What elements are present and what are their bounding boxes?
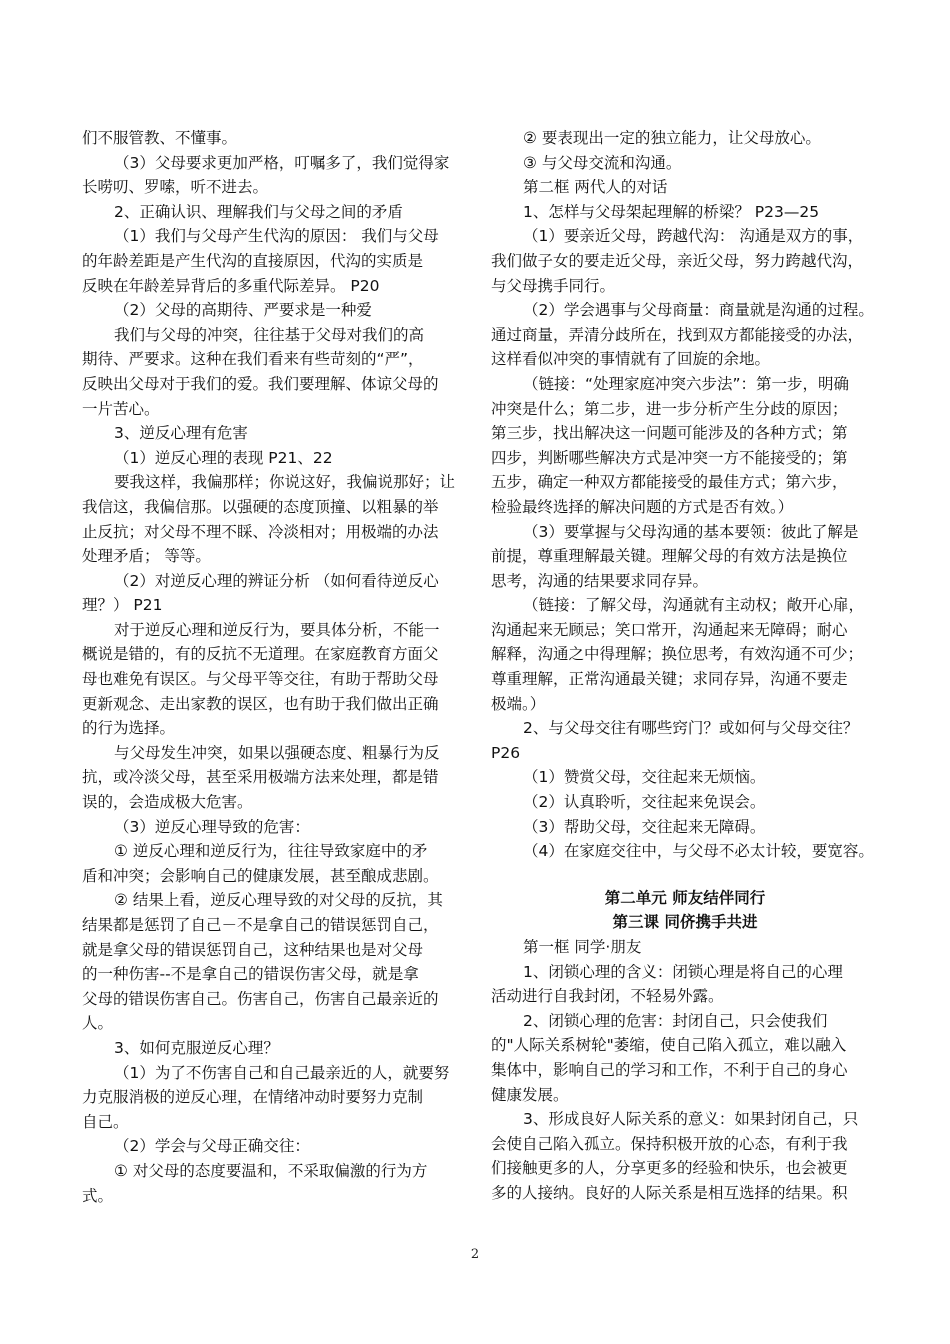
- text-line: （3）父母要求更加严格，叮嘱多了，我们觉得家: [114, 153, 450, 172]
- text-line: 前提，尊重理解最关键。理解父母的有效方法是换位: [491, 547, 848, 566]
- text-line: 第一框 同学·朋友: [523, 938, 642, 956]
- text-line: 四步，判断哪些解决方式是冲突一方不能接受的；第: [491, 448, 848, 467]
- text-line: 会使自己陷入孤立。保持积极开放的心态，有利于我: [491, 1134, 848, 1153]
- text-line: （1）我们与父母产生代沟的原因： 我们与父母: [114, 227, 439, 246]
- text-line: 们不服管教、不懂事。: [82, 129, 238, 147]
- text-line: 母也难免有误区。与父母平等交往，有助于帮助父母: [82, 670, 439, 689]
- text-line: 们接触更多的人，分享更多的经验和快乐，也会被更: [491, 1159, 848, 1178]
- text-line: 的"人际关系树轮"萎缩，使自己陷入孤立，难以融入: [491, 1036, 847, 1055]
- unit-heading: 第二单元 师友结伴同行: [604, 888, 766, 907]
- text-line: 的行为选择。: [82, 719, 176, 738]
- text-line: ② 结果上看，逆反心理导致的对父母的反抗，其: [114, 891, 443, 910]
- text-line: 力克服消极的逆反心理，在情绪冲动时要努力克制: [82, 1088, 424, 1107]
- text-line: （4）在家庭交往中，与父母不必太计较，要宽容。: [523, 842, 874, 861]
- text-line: 的年龄差距是产生代沟的直接原因，代沟的实质是: [82, 251, 424, 270]
- text-line: 的一种伤害--不是拿自己的错误伤害父母，就是拿: [82, 965, 419, 984]
- text-line: 我们与父母的冲突，往往基于父母对我们的高: [114, 325, 425, 344]
- text-line: （3）帮助父母，交往起来无障碍。: [523, 817, 766, 836]
- text-line: 沟通起来无顾忌；笑口常开，沟通起来无障碍；耐心: [491, 620, 848, 639]
- text-line: 活动进行自我封闭，不轻易外露。: [491, 987, 724, 1006]
- left-column: [82, 126, 466, 1208]
- text-line: 极端。）: [491, 694, 546, 713]
- text-line: ③ 与父母交流和沟通。: [523, 153, 682, 172]
- text-line: 2、与父母交往有哪些窍门？或如何与父母交往？: [523, 719, 859, 738]
- text-line: 要我这样，我偏那样；你说这好，我偏说那好；让: [114, 473, 456, 492]
- text-line: （1）为了不伤害自己和自己最亲近的人，就要努: [114, 1063, 450, 1082]
- text-line: （2）父母的高期待、严要求是一种爱: [114, 301, 372, 320]
- text-line: ① 逆反心理和逆反行为，往往导致家庭中的矛: [114, 842, 428, 861]
- text-line: 第二框 两代人的对话: [523, 178, 668, 197]
- text-line: 集体中，影响自己的学习和工作，不利于自己的身心: [491, 1060, 848, 1079]
- text-line: 2、闭锁心理的危害：封闭自己，只会使我们: [523, 1011, 828, 1030]
- text-line: （1）赞赏父母，交往起来无烦恼。: [523, 768, 766, 787]
- text-line: 健康发展。: [491, 1085, 569, 1104]
- text-line: 2、正确认识、理解我们与父母之间的矛盾: [114, 202, 403, 221]
- text-line: 误的，会造成极大危害。: [82, 793, 253, 812]
- text-line: （3）要掌握与父母沟通的基本要领：彼此了解是: [523, 522, 859, 541]
- text-line: 长唠叨、罗嗦，听不进去。: [82, 178, 269, 197]
- text-line: 1、怎样与父母架起理解的桥梁？ P23—25: [523, 202, 820, 221]
- text-line: 父母的错误伤害自己。伤害自己，伤害自己最亲近的: [82, 989, 439, 1008]
- text-line: 1、闭锁心理的含义：闭锁心理是将自己的心理: [523, 962, 843, 981]
- text-line: 这样看似冲突的事情就有了回旋的余地。: [491, 350, 771, 369]
- text-line: （1）要亲近父母，跨越代沟： 沟通是双方的事，: [523, 227, 864, 246]
- text-line: 式。: [82, 1186, 114, 1205]
- text-line: ① 对父母的态度要温和，不采取偏激的行为方: [114, 1161, 428, 1180]
- text-line: 结果都是惩罚了自己－不是拿自己的错误惩罚自己，: [82, 916, 439, 934]
- right-column: [491, 126, 879, 1206]
- text-line: 就是拿父母的错误惩罚自己，这种结果也是对父母: [82, 940, 424, 959]
- text-line: 一片苦心。: [82, 399, 160, 418]
- text-line: （3）逆反心理导致的危害：: [114, 817, 310, 836]
- text-line: 人。: [82, 1014, 114, 1033]
- text-line: 与父母发生冲突，如果以强硬态度、粗暴行为反: [114, 743, 440, 762]
- text-line: 概说是错的，有的反抗不无道理。在家庭教育方面父: [82, 645, 439, 664]
- text-line: （1）逆反心理的表现 P21、22: [114, 448, 333, 467]
- text-line: 反映在年龄差异背后的多重代际差异。 P20: [82, 276, 380, 295]
- text-line: （链接：“处理家庭冲突六步法”：第一步，明确: [523, 374, 850, 393]
- text-line: 解释，沟通之中得理解；换位思考，有效沟通不可少；: [491, 645, 864, 664]
- text-line: （2）对逆反心理的辨证分析 （如何看待逆反心: [114, 571, 439, 590]
- text-line: 止反抗；对父母不理不睬、冷淡相对；用极端的办法: [82, 522, 439, 541]
- text-line: （链接：了解父母，沟通就有主动权；敞开心扉，: [523, 596, 865, 615]
- text-line: 盾和冲突；会影响自己的健康发展，甚至酿成悲剧。: [82, 866, 439, 885]
- text-line: 尊重理解，正常沟通最关键；求同存异，沟通不要走: [491, 670, 848, 689]
- text-line: 对于逆反心理和逆反行为，要具体分析，不能一: [114, 620, 440, 639]
- text-line: 反映出父母对于我们的爱。我们要理解、体谅父母的: [82, 374, 439, 393]
- text-line: 处理矛盾； 等等。: [82, 547, 211, 566]
- text-line: 期待、严要求。这种在我们看来有些苛刻的“严”，: [82, 350, 424, 369]
- text-line: 思考，沟通的结果要求同存异。: [491, 571, 709, 590]
- text-line: 五步，确定一种双方都能接受的最佳方式；第六步，: [491, 473, 848, 492]
- text-line: 3、形成良好人际关系的意义：如果封闭自己，只: [523, 1110, 859, 1129]
- text-line: 与父母携手同行。: [491, 276, 616, 295]
- page-number: 2: [470, 1247, 480, 1262]
- lesson-heading: 第三课 同侪携手共进: [612, 913, 758, 932]
- text-line: 3、逆反心理有危害: [114, 424, 248, 443]
- text-line: 多的人接纳。良好的人际关系是相互选择的结果。积: [491, 1183, 848, 1202]
- text-line: 我信这，我偏信那。以强硬的态度顶撞、以粗暴的举: [82, 497, 439, 516]
- text-line: ② 要表现出一定的独立能力，让父母放心。: [523, 129, 821, 147]
- text-line: （2）认真聆听，交往起来免误会。: [523, 793, 766, 812]
- text-line: 3、如何克服逆反心理？: [114, 1038, 279, 1057]
- text-line: 理？） P21: [82, 596, 163, 615]
- text-line: 通过商量，弄清分歧所在，找到双方都能接受的办法，: [491, 325, 864, 344]
- text-line: 冲突是什么；第二步，进一步分析产生分歧的原因；: [491, 399, 848, 418]
- text-line: 更新观念、走出家教的误区，也有助于我们做出正确: [82, 694, 439, 713]
- section-gap: [491, 864, 879, 886]
- text-line: （2）学会与父母正确交往：: [114, 1137, 310, 1156]
- text-line: 检验最终选择的解决问题的方式是否有效。）: [491, 497, 794, 516]
- text-line: 自己。: [82, 1112, 129, 1131]
- text-line: 第三步，找出解决这一问题可能涉及的各种方式；第: [491, 424, 848, 443]
- text-line: 抗，或冷淡父母，甚至采用极端方法来处理，都是错: [82, 768, 439, 787]
- text-line: （2）学会遇事与父母商量：商量就是沟通的过程。: [523, 301, 874, 320]
- text-line: 我们做子女的要走近父母，亲近父母，努力跨越代沟，: [491, 251, 864, 270]
- text-line: P26: [491, 743, 521, 762]
